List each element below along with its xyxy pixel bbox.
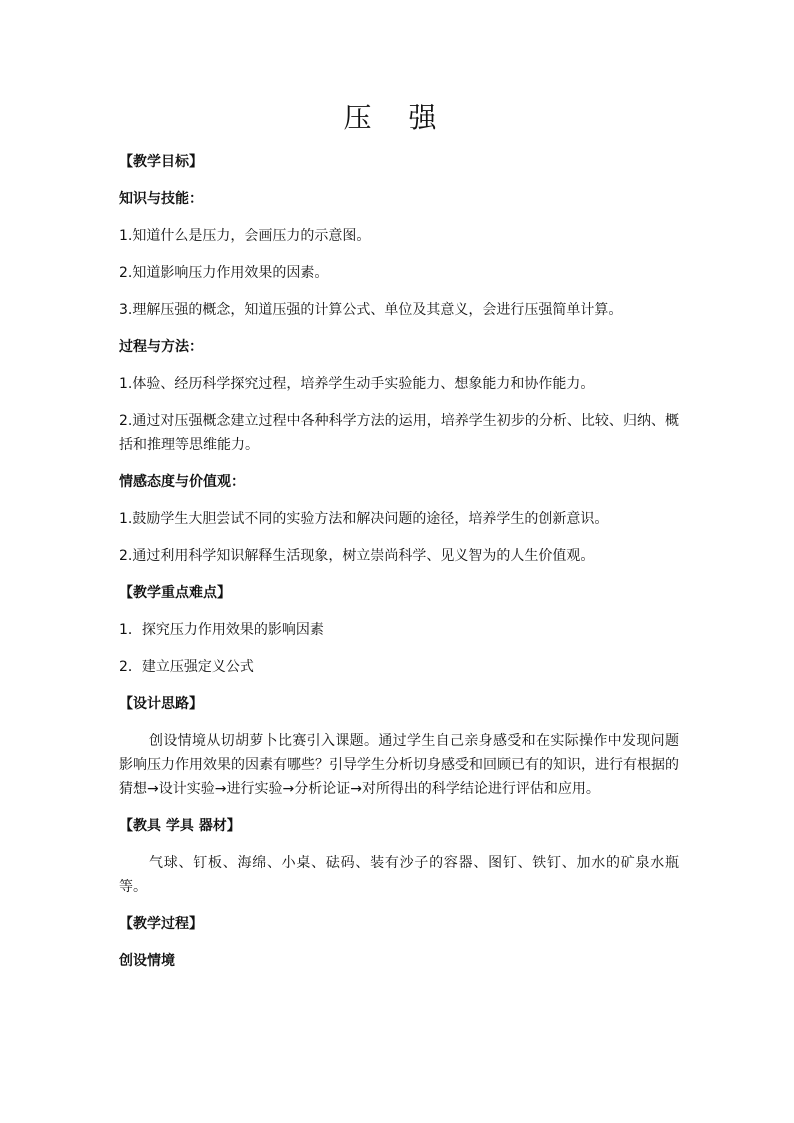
knowledge-skill-item-3: 3.理解压强的概念，知道压强的计算公式、单位及其意义，会进行压强简单计算。	[119, 302, 623, 318]
knowledge-skill-item-1: 1.知道什么是压力，会画压力的示意图。	[119, 228, 371, 244]
design-idea-heading: 【设计思路】	[119, 696, 203, 712]
materials-paragraph: 气球、钉板、海绵、小桌、砝码、装有沙子的容器、图钉、铁钉、加水的矿泉水瓶等。	[119, 855, 679, 895]
process-method-item-1: 1.体验、经历科学探究过程，培养学生动手实验能力、想象能力和协作能力。	[119, 376, 595, 392]
knowledge-skill-item-2: 2.知道影响压力作用效果的因素。	[119, 265, 329, 281]
key-point-item-2: 2．建立压强定义公式	[119, 659, 254, 675]
teaching-goals-heading: 【教学目标】	[119, 154, 203, 170]
process-method-item-2: 2.通过对压强概念建立过程中各种科学方法的运用，培养学生初步的分析、比较、归纳、概括和推理等思维能力。	[119, 413, 679, 453]
teaching-process-heading: 【教学过程】	[119, 916, 203, 932]
knowledge-skills-heading: 知识与技能：	[119, 191, 203, 207]
document-content	[119, 150, 679, 986]
attitude-values-heading: 情感态度与价值观：	[119, 474, 245, 490]
key-point-item-1: 1．探究压力作用效果的影响因素	[119, 622, 324, 638]
design-idea-paragraph: 创设情境从切胡萝卜比赛引入课题。通过学生自己亲身感受和在实际操作中发现问题 影响压力作用效果的因素有哪些？引导学生分析切身感受和回顾已有的知识，进行有根据的猜想→设计实验→进行实验→分析论证→对所得出的科学结论进行评估和应用。	[119, 733, 679, 797]
materials-heading: 【教具 学具 器材】	[119, 818, 241, 834]
process-methods-heading: 过程与方法：	[119, 339, 203, 355]
create-situation-subheading: 创设情境	[119, 953, 175, 969]
key-points-heading: 【教学重点难点】	[119, 585, 231, 601]
attitude-value-item-2: 2.通过利用科学知识解释生活现象，树立崇尚科学、见义智为的人生价值观。	[119, 548, 595, 564]
document-title: 压 强	[343, 101, 451, 134]
attitude-value-item-1: 1.鼓励学生大胆尝试不同的实验方法和解决问题的途径，培养学生的创新意识。	[119, 511, 609, 527]
